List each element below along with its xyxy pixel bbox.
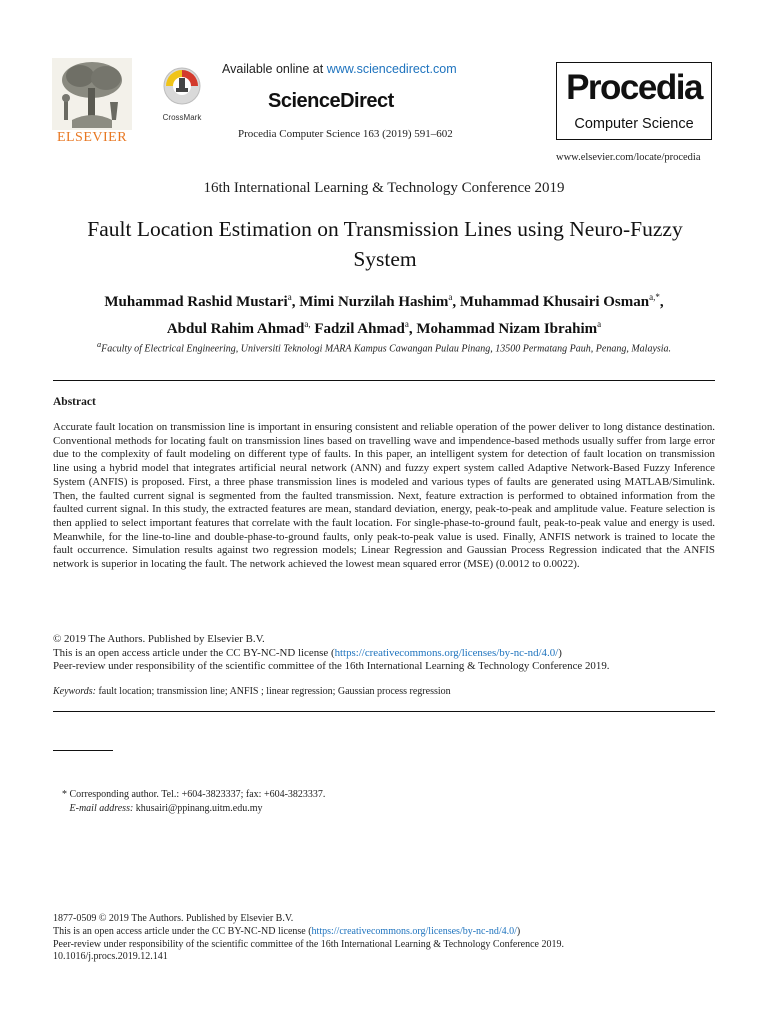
email-line [62,802,325,816]
issn-line: 1877-0509 © 2019 The Authors. Published by Elsevier B.V. [53,913,294,924]
top-divider [53,380,715,381]
tree-icon [52,58,132,130]
author-name: Mohammad Nizam Ibrahim [416,321,598,337]
bottom-divider [53,711,715,712]
journal-reference: Procedia Computer Science 163 (2019) 591–602 [238,128,453,140]
bottom-license-line [53,926,733,939]
license-prefix: This is an open access article under the CC BY-NC-ND license ( [53,646,335,659]
license-suffix: ) [558,646,562,659]
bottom-license-link[interactable]: https://creativecommons.org/licenses/by-nc-nd/4.0/ [311,925,517,937]
bottom-license-suffix: ) [516,925,521,937]
elsevier-wordmark: ELSEVIER [56,130,128,145]
license-link[interactable]: https://creativecommons.org/licenses/by-nc-nd/4.0/ [334,646,559,659]
author-name: Abdul Rahim Ahmad [166,321,305,337]
available-online-line [222,62,457,76]
author-affiliation-mark: a [287,292,292,302]
affiliation-text: Faculty of Electrical Engineering, Universiti Teknologi MARA Kampus Cawangan Pulau Pinang, 13500 Permatang Pauh, Penang, Malaysia. [101,343,672,355]
author-name: Fadzil Ahmad [314,321,405,337]
copyright-block [53,633,715,674]
email-address[interactable]: khusairi@ppinang.uitm.edu.my [135,802,263,814]
affiliation-mark: a [96,340,102,349]
author-affiliation-mark: a [448,292,453,302]
procedia-subtitle: Computer Science [574,116,694,132]
copyright-line: © 2019 The Authors. Published by Elsevier B.V. [53,633,265,645]
author-name: Muhammad Rashid Mustari [104,294,288,310]
keywords-label: Keywords: [53,686,96,697]
procedia-title: Procedia [566,68,702,107]
author-line-1: Muhammad Rashid Mustari$^a$, Mimi Nurzilah Hashim$^a$, Muhammad Khusairi Osman$^{a,*}$, [104,292,664,310]
corresponding-line: * Corresponding author. Tel.: +604-3823337; fax: +604-3823337. [62,789,326,800]
doi[interactable]: 10.1016/j.procs.2019.12.141 [53,951,168,963]
footnote-divider [53,750,113,751]
author-affiliation-mark: a [597,319,602,329]
author-affiliation-mark: a,* [649,292,660,302]
author-line-2: Abdul Rahim Ahmad$^{a,}$ Fadzil Ahmad$^a$, Mohammad Nizam Ibrahim$^a$ [166,319,602,337]
sciencedirect-wordmark: ScienceDirect [268,90,394,112]
license-line [53,647,715,661]
bottom-license-prefix: This is an open access article under the CC BY-NC-ND license ( [53,925,312,937]
email-label: E-mail address: [69,802,134,814]
peer-review-line: Peer-review under responsibility of the scientific committee of the 16th International Learning & Technology Conference 2019. [53,660,610,672]
keywords-line [53,686,451,697]
conference-name: 16th International Learning & Technology Conference 2019 [203,180,565,196]
author-affiliation-mark: a [404,319,409,329]
sciencedirect-link[interactable]: www.sciencedirect.com [326,62,457,76]
author-affiliation-mark: a, [304,319,311,329]
bottom-publication-info [53,913,733,964]
crossmark-label: CrossMark [162,113,202,122]
available-prefix: Available online at [222,62,327,76]
abstract-heading: Abstract [53,396,96,408]
crossmark-icon [162,66,202,106]
author-name: Mimi Nurzilah Hashim [299,294,449,310]
keywords-text: fault location; transmission line; ANFIS ; linear regression; Gaussian process regression [98,686,451,697]
bottom-peer-review-line: Peer-review under responsibility of the scientific committee of the 16th International Learning & Technology Conference 2019. [53,938,564,950]
author-list [48,286,720,340]
corresponding-author-footnote [62,788,325,815]
affiliation [40,340,728,354]
paper-title: Fault Location Estimation on Transmission Lines using Neuro-Fuzzy System [87,217,683,271]
crossmark-badge[interactable] [158,66,206,122]
abstract-body: Accurate fault location on transmission line is important in ensuring consistent and reliable operation of the power deliver to long distance destination. Conventional methods for locating fault on transmission lines based on travelling wave and impendence-based methods usually suffer from large error due to the complexity of fault modeling on different type of faults. In this paper, an intelligent system for detection of fault location on transmission line using a hybrid model that integrates artificial neural network (ANN) and fuzzy expert system called Adaptive Network-Based Fuzzy Inference System (ANFIS) is proposed. First, a three phase transmission lines is modeled and various types of faults are generated using MATLAB/Simulink. Then, the faulted current signal is segmented from the faulted transmission. Next, feature extraction is performed to obtained information from the faulted current signal. In this study, the extracted features are mean, standard deviation, energy, peak-to-peak and amplitude value. Feature selection is then applied to select important features that correlate with the fault location. For single-phase-to-ground fault, peak-to-peak value and energy is used. Meanwhile, for the line-to-line and double-phase-to-ground faults, only peak-to-peak value is used. Finally, ANFIS network is trained to locate the fault occurrence. Simulation results against two regression models; Linear Regression and Gaussian Process Regression indicated that the ANFIS network is superior in locating the fault. The network achieved the lowest mean squared error (MSE) (0.0012 to 0.0022). [53,421,715,571]
author-name: Muhammad Khusairi Osman [459,294,650,310]
procedia-url[interactable]: www.elsevier.com/locate/procedia [556,152,701,163]
